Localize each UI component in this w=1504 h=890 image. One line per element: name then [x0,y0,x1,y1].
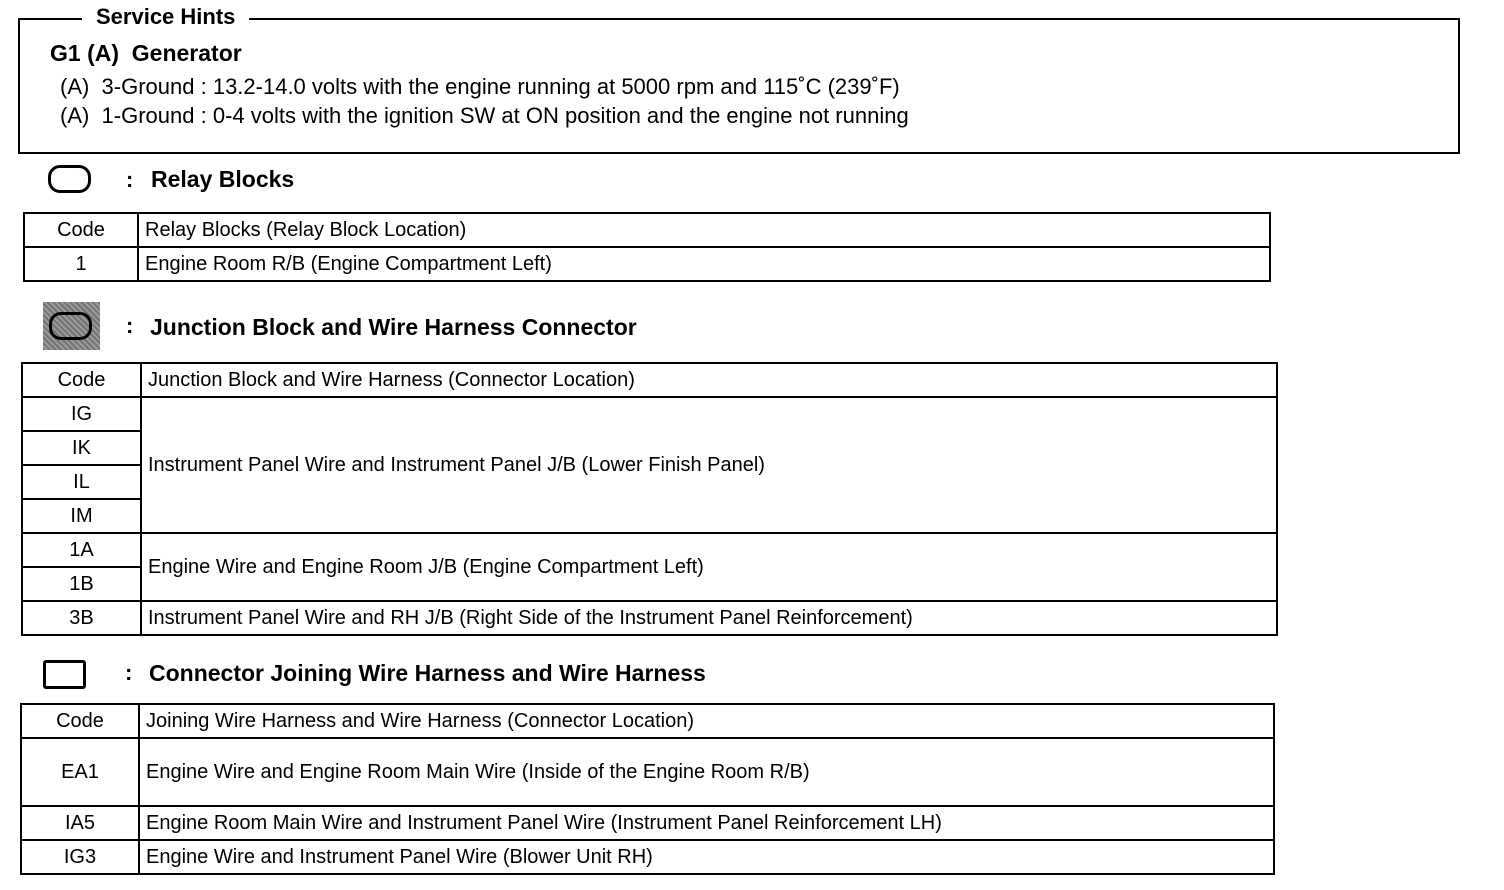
hint-line-2: (A) 1-Ground : 0-4 volts with the ignition SW at ON position and the engine not running [60,103,909,128]
table-row [21,738,1274,806]
code-header: Code [24,213,138,247]
table-row [22,397,1277,431]
service-hints-title: Service Hints [82,4,249,30]
table-row [22,601,1277,635]
location-cell: Instrument Panel Wire and Instrument Panel J/B (Lower Finish Panel) [141,397,1277,533]
code-cell: IK [22,431,141,465]
location-header: Junction Block and Wire Harness (Connector Location) [141,363,1277,397]
code-header: Code [22,363,141,397]
code-cell: EA1 [21,738,139,806]
hint-line-1: (A) 3-Ground : 13.2-14.0 volts with the engine running at 5000 rpm and 115˚C (239˚F) [60,74,900,99]
code-cell: 1A [22,533,141,567]
location-header: Joining Wire Harness and Wire Harness (Connector Location) [139,704,1274,738]
table-header-row [22,363,1277,397]
code-cell: IG3 [21,840,139,874]
location-cell: Engine Wire and Engine Room J/B (Engine Compartment Left) [141,533,1277,601]
connectors-table [20,703,1275,875]
junction-legend-colon: : [126,313,134,338]
table-row [21,840,1274,874]
code-cell: 3B [22,601,141,635]
location-cell: Engine Wire and Engine Room Main Wire (Inside of the Engine Room R/B) [139,738,1274,806]
location-cell: Engine Room Main Wire and Instrument Panel Wire (Instrument Panel Reinforcement LH) [139,806,1274,840]
connectors-title: Connector Joining Wire Harness and Wire Harness [149,660,706,686]
code-cell: 1 [24,247,138,281]
code-cell: 1B [22,567,141,601]
location-cell: Engine Wire and Instrument Panel Wire (Blower Unit RH) [139,840,1274,874]
code-cell: IM [22,499,141,533]
junction-blocks-table [21,362,1278,636]
connector-symbol-icon [43,660,86,689]
code-cell: IA5 [21,806,139,840]
location-header: Relay Blocks (Relay Block Location) [138,213,1270,247]
location-cell: Instrument Panel Wire and RH J/B (Right Side of the Instrument Panel Reinforcement) [141,601,1277,635]
location-cell: Engine Room R/B (Engine Compartment Left) [138,247,1270,281]
table-row [21,806,1274,840]
table-header-row [21,704,1274,738]
junction-block-symbol-icon [43,302,100,350]
connector-legend-colon: : [125,660,133,685]
code-cell: IG [22,397,141,431]
relay-blocks-table [23,212,1271,282]
code-header: Code [21,704,139,738]
code-cell: IL [22,465,141,499]
relay-block-symbol-icon [48,165,91,193]
table-row [22,533,1277,567]
junction-blocks-title: Junction Block and Wire Harness Connector [150,314,637,340]
relay-legend-colon: : [126,167,134,192]
table-row [24,247,1270,281]
hint-heading: G1 (A) Generator [50,40,242,66]
table-header-row [24,213,1270,247]
relay-blocks-title: Relay Blocks [151,166,295,192]
junction-block-symbol-outline [49,312,92,340]
